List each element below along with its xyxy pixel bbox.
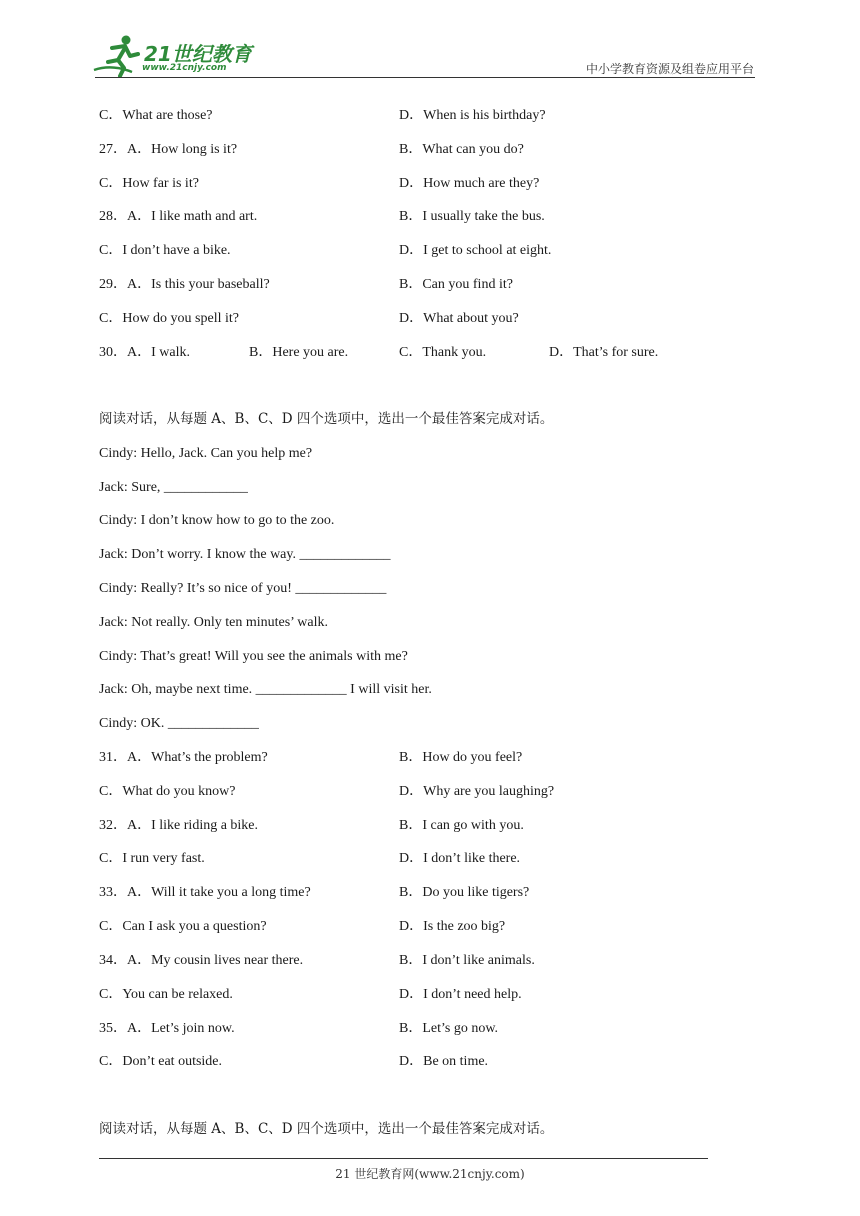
q31-option-a: 31．A．What’s the problem?	[99, 750, 268, 765]
q35-option-d: D．Be on time.	[399, 1054, 489, 1069]
q33-option-d: D．Is the zoo big?	[399, 919, 506, 934]
dialogue-line: Jack: Don’t worry. I know the way. _____________	[99, 547, 391, 562]
dialogue-line: Jack: Oh, maybe next time. _____________ I will visit her.	[99, 682, 432, 697]
platform-title: 中小学教育资源及组卷应用平台	[585, 62, 754, 76]
logo	[92, 34, 262, 78]
q35-option-a: 35．A．Let’s join now.	[99, 1021, 235, 1036]
runner-logo-icon	[92, 34, 142, 78]
dialogue-line: Jack: Sure, ____________	[99, 480, 248, 495]
q35-option-c: C．Don’t eat outside.	[99, 1054, 223, 1069]
q33-option-b: B．Do you like tigers?	[399, 885, 530, 900]
q28-option-b: B．I usually take the bus.	[399, 209, 545, 224]
q31-option-d: D．Why are you laughing?	[399, 784, 555, 799]
q30-option-d: D．That’s for sure.	[549, 345, 659, 360]
header-divider	[95, 77, 755, 78]
q34-option-a: 34．A．My cousin lives near there.	[99, 953, 304, 968]
dialogue-line: Jack: Not really. Only ten minutes’ walk.	[99, 615, 328, 630]
q30-option-a: 30．A．I walk.	[99, 345, 190, 360]
page-header	[0, 0, 860, 80]
q28-option-d: D．I get to school at eight.	[399, 243, 552, 258]
dialogue-line: Cindy: OK. _____________	[99, 716, 259, 731]
q29-option-d: D．What about you?	[399, 311, 519, 326]
q33-option-c: C．Can I ask you a question?	[99, 919, 267, 934]
q29-option-c: C．How do you spell it?	[99, 311, 239, 326]
dialogue-line: Cindy: Really? It’s so nice of you! _____________	[99, 581, 387, 596]
q34-option-d: D．I don’t need help.	[399, 987, 522, 1002]
dialogue-line: Cindy: That’s great! Will you see the animals with me?	[99, 649, 408, 664]
q34-option-b: B．I don’t like animals.	[399, 953, 535, 968]
q31-option-b: B．How do you feel?	[399, 750, 523, 765]
q27-option-a: 27．A．How long is it?	[99, 142, 238, 157]
q29-option-b: B．Can you find it?	[399, 277, 513, 292]
q32-option-d: D．I don’t like there.	[399, 851, 521, 866]
q29-option-a: 29．A．Is this your baseball?	[99, 277, 270, 292]
q26-option-c: C．What are those?	[99, 108, 213, 123]
logo-url: www.21cnjy.com	[142, 63, 227, 73]
q27-option-b: B．What can you do?	[399, 142, 524, 157]
footer-divider	[99, 1158, 708, 1159]
dialogue-line: Cindy: I don’t know how to go to the zoo.	[99, 513, 335, 528]
q27-option-c: C．How far is it?	[99, 176, 199, 191]
q26-option-d: D．When is his birthday?	[399, 108, 546, 123]
q33-option-a: 33．A．Will it take you a long time?	[99, 885, 311, 900]
q28-option-a: 28．A．I like math and art.	[99, 209, 258, 224]
q28-option-c: C．I don’t have a bike.	[99, 243, 231, 258]
q30-option-b: B．Here you are.	[249, 345, 349, 360]
q34-option-c: C．You can be relaxed.	[99, 987, 233, 1002]
q30-option-c: C．Thank you.	[399, 345, 487, 360]
logo-title: 21世纪教育	[144, 42, 252, 66]
q27-option-d: D．How much are they?	[399, 176, 540, 191]
q31-option-c: C．What do you know?	[99, 784, 236, 799]
q35-option-b: B．Let’s go now.	[399, 1021, 499, 1036]
section2-instruction: 阅读对话，从每题 A、B、C、D 四个选项中，选出一个最佳答案完成对话。	[99, 411, 554, 427]
q32-option-c: C．I run very fast.	[99, 851, 205, 866]
q32-option-a: 32．A．I like riding a bike.	[99, 818, 259, 833]
section3-instruction: 阅读对话，从每题 A、B、C、D 四个选项中，选出一个最佳答案完成对话。	[99, 1121, 554, 1137]
dialogue-line: Cindy: Hello, Jack. Can you help me?	[99, 446, 313, 461]
q32-option-b: B．I can go with you.	[399, 818, 524, 833]
footer-text: 21 世纪教育网(www.21cnjy.com)	[335, 1167, 525, 1181]
